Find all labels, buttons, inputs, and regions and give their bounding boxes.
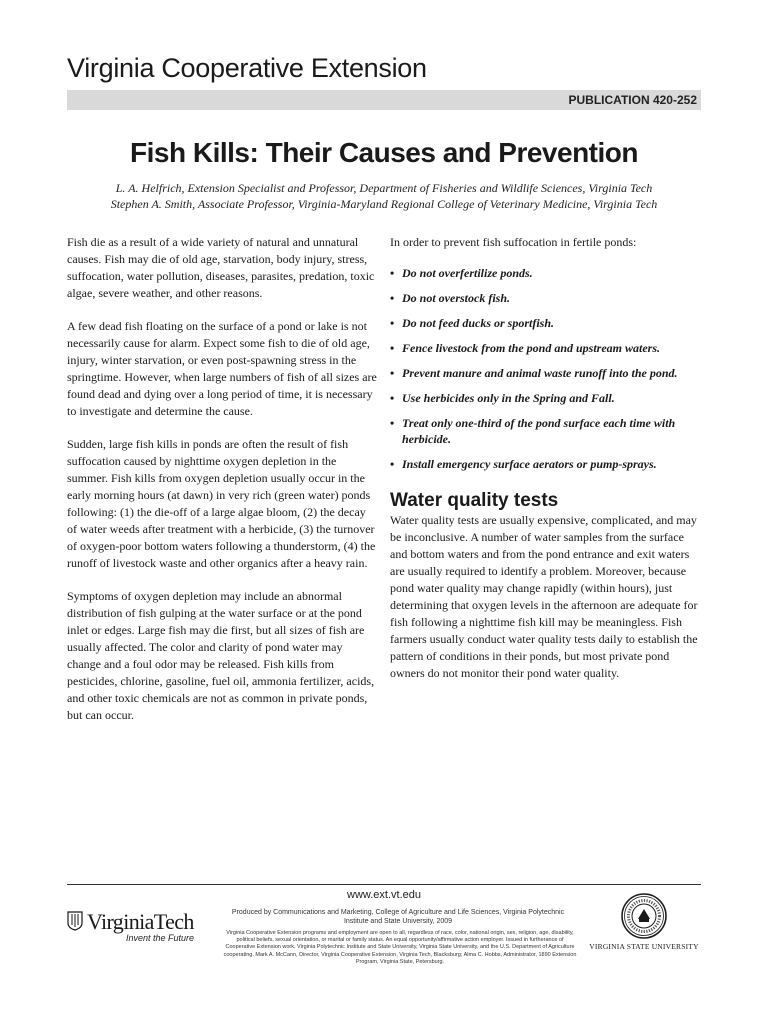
body-paragraph: Water quality tests are usually expensive, complicated, and may be inconclusive. A number of water samples from the surface and bottom waters and from the pond entrance and exit waters are usually required to identify a problem. Moreover, because pond water quality may change rapidly (within hours), just determining that oxygen levels in the afternoon are adequate for fish following a nighttime fish kill may be meaningless. Fish farmers usually conduct water quality tests daily to establish the pattern of conditions in their ponds, but most private pond owners do not monitor their pond water quality.	[390, 513, 698, 680]
vt-tagline: Invent the Future	[126, 933, 195, 943]
list-item	[390, 290, 702, 306]
list-item-text: Do not overstock fish.	[402, 291, 510, 305]
vsu-seal-icon	[621, 893, 667, 939]
list-item-text: Use herbicides only in the Spring and Fall.	[402, 391, 615, 405]
bullet-icon: •	[390, 316, 395, 330]
list-item	[390, 315, 702, 331]
bullet-icon: •	[390, 341, 395, 355]
list-item-text: Do not overfertilize ponds.	[402, 266, 533, 280]
footer-divider	[67, 884, 701, 885]
body-paragraph: A few dead fish floating on the surface of a pond or lake is not necessarily cause for alarm. Expect some fish to die of old age, injury, winter starvation, or even post-spawning stress in the springtime. However, when large numbers of fish of all sizes are found dead and dying over a long period of time, it is necessary to investigate and determine the cause.	[67, 319, 377, 418]
page-title: Fish Kills: Their Causes and Prevention	[130, 137, 638, 168]
author-line: Stephen A. Smith, Associate Professor, Virginia-Maryland Regional College of Veterinary Medicine, Virginia Tech	[110, 197, 658, 211]
bullet-icon: •	[390, 291, 395, 305]
body-paragraph: Sudden, large fish kills in ponds are often the result of fish suffocation caused by nighttime oxygen depletion in the summer. Fish kills from oxygen depletion usually occur in the early morning hours (at dawn) in very rich (green water) ponds following: (1) the die-off of a large algae bloom, (2) the decay of water weeds after treatment with a herbicide, (3) the turnover of oxygen-poor bottom waters following a thunderstorm, (4) the runoff of livestock waste and other organics after a heavy rain.	[67, 437, 376, 570]
right-column	[390, 234, 702, 698]
list-item-text: Treat only one-third of the pond surface each time with herbicide.	[402, 416, 676, 446]
list-item	[390, 365, 702, 381]
prevention-intro: In order to prevent fish suffocation in fertile ponds:	[390, 235, 637, 249]
list-item	[390, 390, 702, 406]
author-block	[0, 180, 768, 212]
prevention-list	[390, 265, 702, 472]
organization-name: Virginia Cooperative Extension	[67, 53, 427, 83]
bullet-icon: •	[390, 366, 395, 380]
bullet-icon: •	[390, 416, 395, 430]
list-item	[390, 415, 702, 447]
list-item	[390, 456, 702, 472]
section-heading: Water quality tests	[390, 490, 559, 511]
list-item-text: Prevent manure and animal waste runoff into the pond.	[402, 366, 678, 380]
left-column	[67, 234, 377, 740]
vsu-name: VIRGINIA STATE UNIVERSITY	[589, 942, 699, 951]
virginia-tech-logo	[67, 909, 217, 947]
bullet-icon: •	[390, 391, 395, 405]
vt-logo-wordmark: VirginiaTech	[87, 909, 194, 934]
author-line: L. A. Helfrich, Extension Specialist and Professor, Department of Fisheries and Wildlife Sciences, Virginia Tech	[115, 181, 653, 195]
body-paragraph: Symptoms of oxygen depletion may include an abnormal distribution of fish gulping at the water surface or at the pond inlet or edges. Large fish may die first, but all sizes of fish are usually affected. The color and clarity of pond water may change and a foul odor may be released. Fish kills from pesticides, chlorine, gasoline, fuel oil, ammonia fertilizer, acids, and other toxic chemicals are not as common in private ponds, but can occur.	[67, 589, 375, 722]
bullet-icon: •	[390, 266, 395, 280]
publication-number: PUBLICATION 420-252	[568, 93, 697, 107]
produced-by-note: Produced by Communications and Marketing, College of Agriculture and Life Sciences, Virginia Polytechnic Institute and State University, 2009	[231, 909, 565, 925]
footer-url[interactable]: www.ext.vt.edu	[347, 889, 421, 901]
list-item	[390, 340, 702, 356]
list-item	[390, 265, 702, 281]
body-paragraph: Fish die as a result of a wide variety of natural and unnatural causes. Fish may die of old age, starvation, body injury, stress, suffocation, water pollution, diseases, parasites, predation, toxic algae, severe weather, and other reasons.	[67, 235, 375, 300]
publication-bar	[67, 90, 701, 110]
list-item-text: Install emergency surface aerators or pump-sprays.	[402, 457, 657, 471]
vt-shield-icon	[67, 911, 83, 931]
list-item-text: Fence livestock from the pond and upstream waters.	[402, 341, 660, 355]
equal-opportunity-statement: Virginia Cooperative Extension programs and employment are open to all, regardless of race, color, national origin, sex, religion, age, disability, political beliefs, sexual orientation, or marital or family status. An equal opportunity/affirmative action employer. Issued in furtherance of Cooperative Extension work, Virginia Polytechnic Institute and State University, Virginia State University, and the U.S. Department of Agriculture cooperating. Mark A. McCann, Director, Virginia Cooperative Extension, Virginia Tech, Blacksburg; Alma C. Hobbs, Administrator, 1890 Extension Program, Virginia State, Petersburg.	[223, 930, 577, 965]
bullet-icon: •	[390, 457, 395, 471]
list-item-text: Do not feed ducks or sportfish.	[402, 316, 555, 330]
